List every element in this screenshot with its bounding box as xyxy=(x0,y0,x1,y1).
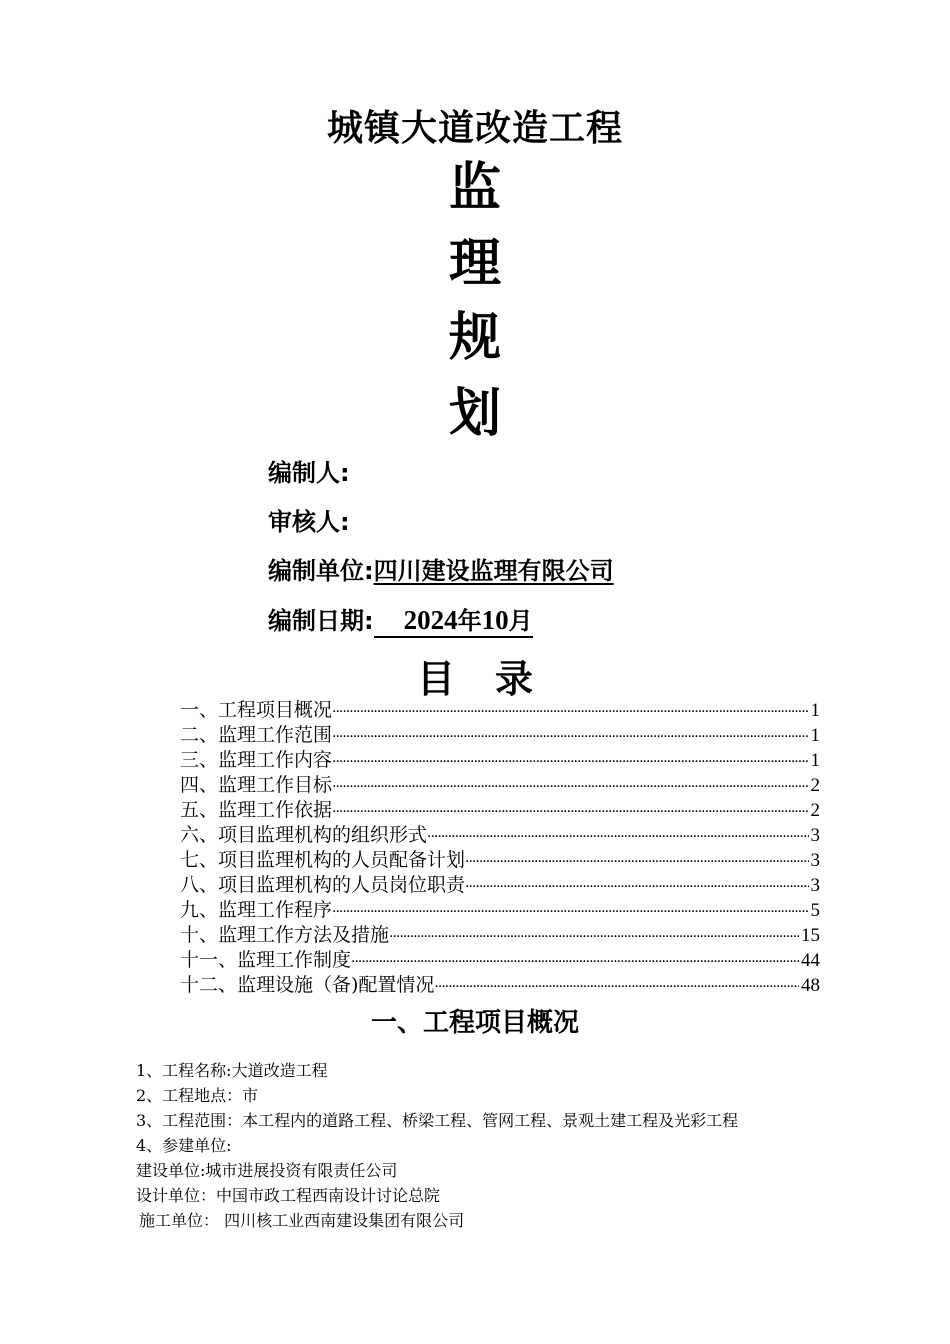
title-char-1: 监 xyxy=(448,158,501,218)
toc-leader xyxy=(465,850,808,875)
unit-value: 四川建设监理有限公司 xyxy=(373,557,614,585)
toc-item[interactable] xyxy=(180,723,820,748)
unit-label: 编制单位: xyxy=(268,557,374,585)
toc-item[interactable] xyxy=(180,773,820,798)
date-row xyxy=(268,605,533,638)
date-year: 2024 xyxy=(403,605,458,635)
toc-item[interactable] xyxy=(180,923,820,948)
toc-item[interactable] xyxy=(180,848,820,873)
reviewer-row xyxy=(268,506,350,538)
toc-leader xyxy=(332,725,808,750)
toc-item-label: 四、监理工作目标 xyxy=(180,774,333,796)
toc-item-label: 十一、监理工作制度 xyxy=(180,949,352,971)
toc-item-label: 十二、监理设施（备)配置情况 xyxy=(180,974,435,996)
date-value xyxy=(374,605,533,638)
toc-page-number: 3 xyxy=(810,875,820,896)
toc-item[interactable] xyxy=(180,898,820,923)
toc-leader xyxy=(427,825,808,850)
toc-page-number: 48 xyxy=(801,975,820,996)
title-char-3: 规 xyxy=(448,308,501,368)
toc-page-number: 3 xyxy=(810,850,820,871)
project-location-line: 2、工程地点：市 xyxy=(136,1086,259,1105)
date-label: 编制日期: xyxy=(268,607,374,635)
toc-leader xyxy=(332,750,808,775)
toc-page-number: 1 xyxy=(810,725,820,746)
toc-item[interactable] xyxy=(180,798,820,823)
project-scope-line: 3、工程范围：本工程内的道路工程、桥梁工程、管网工程、景观土建工程及光彩工程 xyxy=(136,1111,739,1130)
toc-item-label: 五、监理工作依据 xyxy=(180,799,333,821)
toc-title: 目录 xyxy=(416,657,573,701)
toc-leader xyxy=(465,875,808,900)
toc-leader xyxy=(389,925,799,950)
toc-leader xyxy=(332,800,808,825)
participants-line: 4、参建单位: xyxy=(136,1136,232,1155)
toc-page-number: 3 xyxy=(810,825,820,846)
toc-item[interactable] xyxy=(180,748,820,773)
title-char-2: 理 xyxy=(448,234,501,294)
toc-page-number: 5 xyxy=(810,900,820,921)
toc-item-label: 十、监理工作方法及措施 xyxy=(180,924,390,946)
toc-item-label: 二、监理工作范围 xyxy=(180,724,333,746)
unit-row xyxy=(268,555,614,587)
date-year-char: 年 xyxy=(457,607,482,635)
toc-item-label: 一、工程项目概况 xyxy=(180,699,333,721)
reviewer-label: 审核人: xyxy=(268,508,350,536)
toc-page-number: 2 xyxy=(810,800,820,821)
section-heading: 一、工程项目概况 xyxy=(370,1008,579,1038)
compiler-row xyxy=(268,457,350,489)
toc-item-label: 七、项目监理机构的人员配备计划 xyxy=(180,849,466,871)
design-unit-line: 设计单位：中国市政工程西南设计讨论总院 xyxy=(136,1186,441,1205)
toc-leader xyxy=(332,700,808,725)
owner-unit-line: 建设单位:城市进展投资有限责任公司 xyxy=(136,1161,398,1180)
toc-item-label: 三、监理工作内容 xyxy=(180,749,333,771)
date-month: 10 xyxy=(481,605,509,635)
toc-leader xyxy=(332,775,808,800)
toc-page-number: 15 xyxy=(801,925,820,946)
toc-item[interactable] xyxy=(180,973,820,998)
title-char-4: 划 xyxy=(448,384,501,444)
toc-item[interactable] xyxy=(180,873,820,898)
toc-leader xyxy=(434,975,799,1000)
toc-item-label: 八、项目监理机构的人员岗位职责 xyxy=(180,874,466,896)
toc-leader xyxy=(351,950,799,975)
compiler-label: 编制人: xyxy=(268,459,350,487)
toc-item-label: 九、监理工作程序 xyxy=(180,899,333,921)
toc-page-number: 1 xyxy=(810,700,820,721)
toc-page-number: 1 xyxy=(810,750,820,771)
toc-item[interactable] xyxy=(180,823,820,848)
toc-item[interactable] xyxy=(180,948,820,973)
project-title: 城镇大道改造工程 xyxy=(326,108,623,149)
toc-item[interactable] xyxy=(180,698,820,723)
date-month-char: 月 xyxy=(508,607,533,635)
construction-unit-line: 施工单位： 四川核工业西南建设集团有限公司 xyxy=(139,1211,465,1230)
table-of-contents xyxy=(180,698,820,998)
toc-page-number: 44 xyxy=(801,950,820,971)
toc-item-label: 六、项目监理机构的组织形式 xyxy=(180,824,428,846)
project-info xyxy=(136,1058,896,1233)
toc-page-number: 2 xyxy=(810,775,820,796)
project-name-line: 1、工程名称:大道改造工程 xyxy=(136,1061,328,1080)
toc-leader xyxy=(332,900,808,925)
